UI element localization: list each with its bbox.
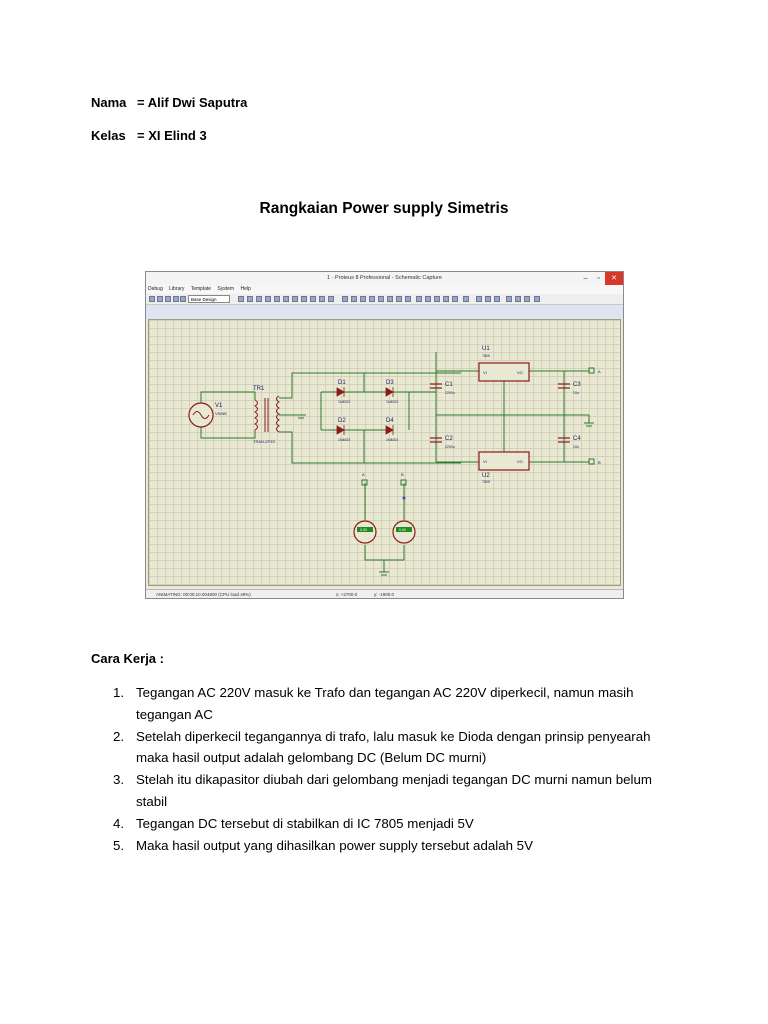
proteus-screenshot <box>145 271 624 599</box>
terminal-b-icon <box>589 459 594 464</box>
report-icon[interactable] <box>524 296 530 302</box>
label-u1-value: 7805 <box>482 354 490 358</box>
menu-library[interactable]: Library <box>169 286 185 292</box>
status-x: x: +2700.0 <box>336 592 358 597</box>
label-c4-value: 10u <box>573 445 579 449</box>
nama-value: = Alif Dwi Saputra <box>137 95 248 110</box>
cut-icon[interactable] <box>342 296 348 302</box>
schematic-diagram <box>149 320 620 585</box>
block-icon[interactable] <box>378 296 384 302</box>
netlist-icon[interactable] <box>485 296 491 302</box>
window-controls <box>579 272 623 285</box>
kelas-label: Kelas <box>91 128 126 143</box>
block-icon[interactable] <box>405 296 411 302</box>
label-c1: C1 <box>445 382 453 388</box>
toolbar <box>146 294 623 305</box>
status-y: y: -1900.0 <box>374 592 395 597</box>
label-c4: C4 <box>573 436 581 442</box>
step-text-line: Stelah itu dikapasitor diubah dari gelombang menjadi tegangan DC murni namun belum <box>136 772 652 788</box>
label-probe-a: A <box>362 472 365 477</box>
label-v1: V1 <box>215 403 223 409</box>
block-icon[interactable] <box>369 296 375 302</box>
schematic-canvas[interactable] <box>148 319 621 586</box>
zoom-in-icon[interactable] <box>274 296 280 302</box>
tool-icon[interactable] <box>463 296 469 302</box>
step-number: 1. <box>113 685 125 700</box>
step-text-line: Tegangan DC tersebut di stabilkan di IC 7805 menjadi 5V <box>136 815 474 831</box>
label-u2-value: 7805 <box>482 480 490 484</box>
status-bar <box>146 589 623 598</box>
diode-d4-icon <box>386 426 393 434</box>
label-c2: C2 <box>445 436 453 442</box>
label-u2: U2 <box>482 473 490 479</box>
kelas-row <box>91 128 207 143</box>
label-d3-value: 1N4002 <box>386 400 399 404</box>
step-text-line: maka hasil output adalah gelombang DC (Belum DC murni) <box>136 750 487 766</box>
grid-icon[interactable] <box>247 296 253 302</box>
list-item <box>91 769 691 813</box>
grid-icon[interactable] <box>238 296 244 302</box>
nama-row <box>91 95 247 110</box>
report-icon[interactable] <box>506 296 512 302</box>
steps-list <box>91 682 691 856</box>
label-tr1-value: TRAN-2P3S <box>253 439 276 444</box>
menu-template[interactable]: Template <box>190 286 212 292</box>
zoom-area-icon[interactable] <box>301 296 307 302</box>
nama-label: Nama <box>91 95 127 110</box>
origin-icon[interactable] <box>256 296 262 302</box>
step-text-line: Tegangan AC 220V masuk ke Trafo dan tegangan AC 220V diperkecil, namun masih <box>136 685 634 700</box>
menu-help[interactable]: Help <box>240 286 251 292</box>
document-title: Rangkaian Power supply Simetris <box>259 200 509 217</box>
menu-system[interactable]: System <box>217 286 235 292</box>
toolbar-button-icon[interactable] <box>157 296 163 302</box>
label-d4-value: 1N4002 <box>386 438 399 442</box>
diode-d1-icon <box>337 388 344 396</box>
meter-b-value: 0.00 <box>399 528 406 532</box>
step-text-line: stabil <box>136 793 168 809</box>
step-number: 2. <box>113 728 125 744</box>
label-u1: U1 <box>482 346 490 352</box>
zoom-out-icon[interactable] <box>283 296 289 302</box>
label-v1-value: VSINE <box>215 411 228 416</box>
step-number: 4. <box>113 815 125 831</box>
zoom-all-icon[interactable] <box>292 296 298 302</box>
block-icon[interactable] <box>396 296 402 302</box>
netlist-icon[interactable] <box>476 296 482 302</box>
step-text-line: tegangan AC <box>136 706 213 722</box>
label-c2-value: 2200u <box>445 445 455 449</box>
report-icon[interactable] <box>534 296 540 302</box>
u1-vo: VO <box>517 370 523 375</box>
zoom-area-icon[interactable] <box>310 296 316 302</box>
report-icon[interactable] <box>515 296 521 302</box>
toolbar-button-icon[interactable] <box>165 296 171 302</box>
kelas-value: = XI Elind 3 <box>137 128 207 143</box>
pan-icon[interactable] <box>265 296 271 302</box>
label-out-a: A <box>598 369 601 374</box>
label-d2-value: 1N4002 <box>338 438 351 442</box>
blue-band <box>146 305 623 319</box>
label-d1: D1 <box>338 380 346 386</box>
wand-icon[interactable] <box>434 296 440 302</box>
transformer-icon <box>255 396 279 432</box>
u2-vo: VO <box>517 459 523 464</box>
redo-icon[interactable] <box>328 296 334 302</box>
list-item <box>91 813 691 835</box>
tool-icon[interactable] <box>452 296 458 302</box>
block-icon[interactable] <box>387 296 393 302</box>
label-d1-value: 1N4002 <box>338 400 351 404</box>
step-number: 5. <box>113 837 125 853</box>
menu-debug[interactable]: Debug <box>148 286 163 292</box>
diode-d2-icon <box>337 426 344 434</box>
list-item <box>91 835 691 857</box>
label-c3: C3 <box>573 382 581 388</box>
label-probe-b: B <box>401 472 404 477</box>
step-number: 3. <box>113 772 125 788</box>
label-d2: D2 <box>338 418 346 424</box>
diode-d3-icon <box>386 388 393 396</box>
u1-vi: VI <box>483 370 487 375</box>
meter-a-value: 0.00 <box>360 528 367 532</box>
list-item <box>91 726 691 770</box>
help-icon[interactable] <box>180 296 186 302</box>
label-d3: D3 <box>386 380 394 386</box>
step-text-line: Maka hasil output yang dihasilkan power supply tersebut adalah 5V <box>136 837 533 853</box>
label-c3-value: 10u <box>573 391 579 395</box>
design-select[interactable]: Base Design <box>188 295 230 303</box>
minimize-icon[interactable]: – <box>583 275 588 282</box>
wrench-icon[interactable] <box>443 296 449 302</box>
window-title: 1 - Proteus 8 Professional - Schematic Capture <box>146 272 623 285</box>
toolbar-button-icon[interactable] <box>173 296 179 302</box>
label-d4: D4 <box>386 418 394 424</box>
label-c1-value: 2200u <box>445 391 455 395</box>
close-icon[interactable]: ✕ <box>605 272 623 285</box>
search-icon[interactable] <box>425 296 431 302</box>
maximize-icon[interactable]: ▫ <box>597 275 600 282</box>
status-animating: ANIMATING: 00:00:10.004800 (CPU load 49%) <box>156 592 251 597</box>
step-text-line: Setelah diperkecil tegangannya di trafo, lalu masuk ke Dioda dengan prinsip penyearah <box>136 728 651 744</box>
copy-icon[interactable] <box>351 296 357 302</box>
toolbar-button-icon[interactable] <box>149 296 155 302</box>
paste-icon[interactable] <box>360 296 366 302</box>
list-item <box>91 682 691 726</box>
menu-bar <box>146 285 623 294</box>
undo-icon[interactable] <box>319 296 325 302</box>
search-icon[interactable] <box>416 296 422 302</box>
label-out-b: B <box>598 460 601 465</box>
label-tr1: TR1 <box>253 386 265 392</box>
u2-vi: VI <box>483 459 487 464</box>
cara-kerja-heading: Cara Kerja : <box>91 651 164 666</box>
terminal-a-icon <box>589 368 594 373</box>
netlist-icon[interactable] <box>494 296 500 302</box>
